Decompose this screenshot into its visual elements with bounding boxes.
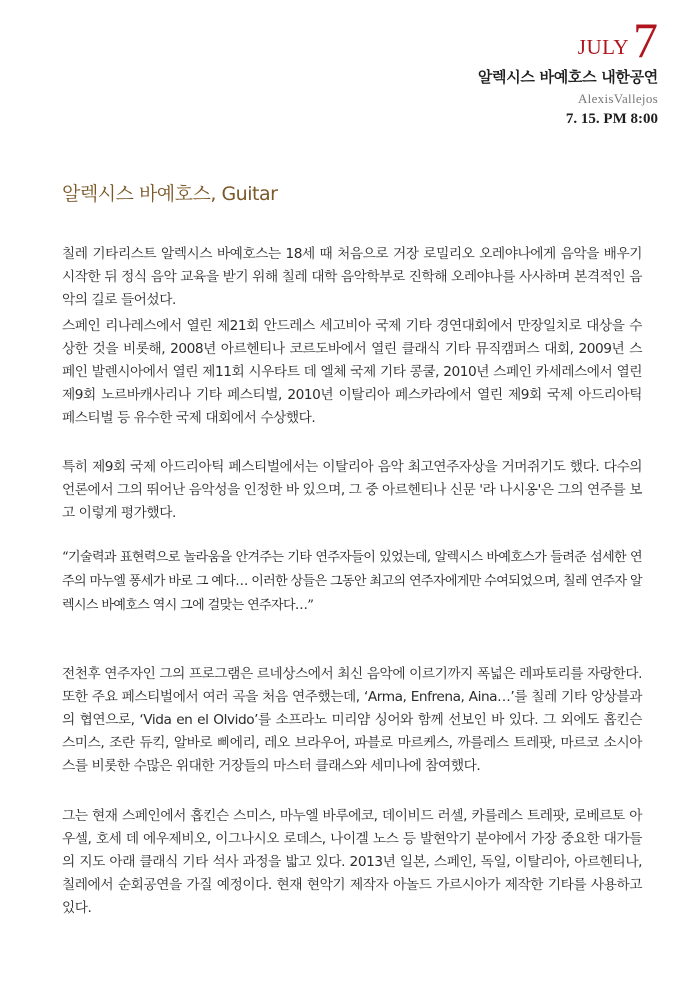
concert-title: 알렉시스 바예호스 내한공연 [477, 68, 658, 86]
artist-english-name: AlexisVallejos [577, 91, 658, 106]
bio-paragraph-2: 스페인 리나레스에서 열린 제21회 안드레스 세고비아 국제 기타 경연대회에서 만장일치로 대상을 수상한 것을 비롯해, 2008년 아르헨티나 코르도바에서 열린 클래식 기타 뮤직캠퍼스 대회, 2009년 스페인 발렌시아에서 열린 제11회 시우타트 데 엘체 국제 기타 콩쿨, 2010년 스페인 카세레스에서 열린 제9회 노르바캐사리나 기타 페스티벌, 2010년 이탈리아 페스카라에서 열린 제9회 국제 아드리아틱 페스티벌 등 유수한 국제 대회에서 수상했다. [62, 318, 642, 426]
day-number: 7 [633, 12, 658, 68]
month-label: JULY [577, 35, 629, 59]
press-quote: “기술력과 표현력으로 놀라움을 안겨주는 기타 연주자들이 있었는데, 알렉시스 바예호스가 들려준 섬세한 연주의 마누엘 퐁세가 바로 그 예다… 이러한 상들은 그동안 최고의 연주자에게만 수여되었으며, 칠레 연주자 알렉시스 바예호스 역시 그에 걸맞는 연주자다…” [62, 550, 642, 613]
bio-paragraph-1: 칠레 기타리스트 알렉시스 바예호스는 18세 때 처음으로 거장 로밀리오 오레야나에게 음악을 배우기 시작한 뒤 정식 음악 교육을 받기 위해 칠레 대학 음악학부로 진학해 오레야나를 사사하며 본격적인 음악의 길로 들어섰다. [62, 246, 642, 308]
section-title: 알렉시스 바예호스, Guitar [62, 183, 278, 205]
bio-paragraph-3: 특히 제9회 국제 아드리아틱 페스티벌에서는 이탈리아 음악 최고연주자상을 거머쥐기도 했다. 다수의 언론에서 그의 뛰어난 음악성을 인정한 바 있으며, 그 중 아르헨티나 신문 '라 나시옹'은 그의 연주를 보고 이렇게 평가했다. [62, 459, 642, 521]
concert-date-mark [478, 12, 658, 68]
bio-paragraph-5: 그는 현재 스페인에서 홉킨슨 스미스, 마누엘 바루에코, 데이비드 러셀, 카를레스 트레팟, 로베르토 아우셀, 호세 데 에우제비오, 이그나시오 로데스, 나이겔 노스 등 발현악기 분야에서 가장 중요한 대가들의 지도 아래 클래식 기타 석사 과정을 밟고 있다. 2013년 일본, 스페인, 독일, 이탈리아, 아르헨티나, 칠레에서 순회공연을 가질 예정이다. 현재 현악기 제작자 아놀드 가르시아가 제작한 기타를 사용하고 있다. [62, 808, 642, 916]
concert-header [477, 12, 658, 128]
bio-paragraph-4: 전천후 연주자인 그의 프로그램은 르네상스에서 최신 음악에 이르기까지 폭넓은 레파토리를 자랑한다. 또한 주요 페스티벌에서 여러 곡을 처음 연주했는데, ‘Arma, Enfrena, Aina…’를 칠레 기타 앙상블과의 협연으로, ‘Vida en el Olvido’를 소프라노 미리얌 싱어와 함께 선보인 바 있다. 그 외에도 홉킨슨 스미스, 조란 듀킥, 알바로 삐에리, 레오 브라우어, 파블로 마르케스, 까를레스 트레팟, 마르코 소시아스를 비롯한 수많은 위대한 거장들의 마스터 클래스와 세미나에 참여했다. [62, 666, 642, 774]
concert-datetime: 7. 15. PM 8:00 [565, 111, 658, 127]
